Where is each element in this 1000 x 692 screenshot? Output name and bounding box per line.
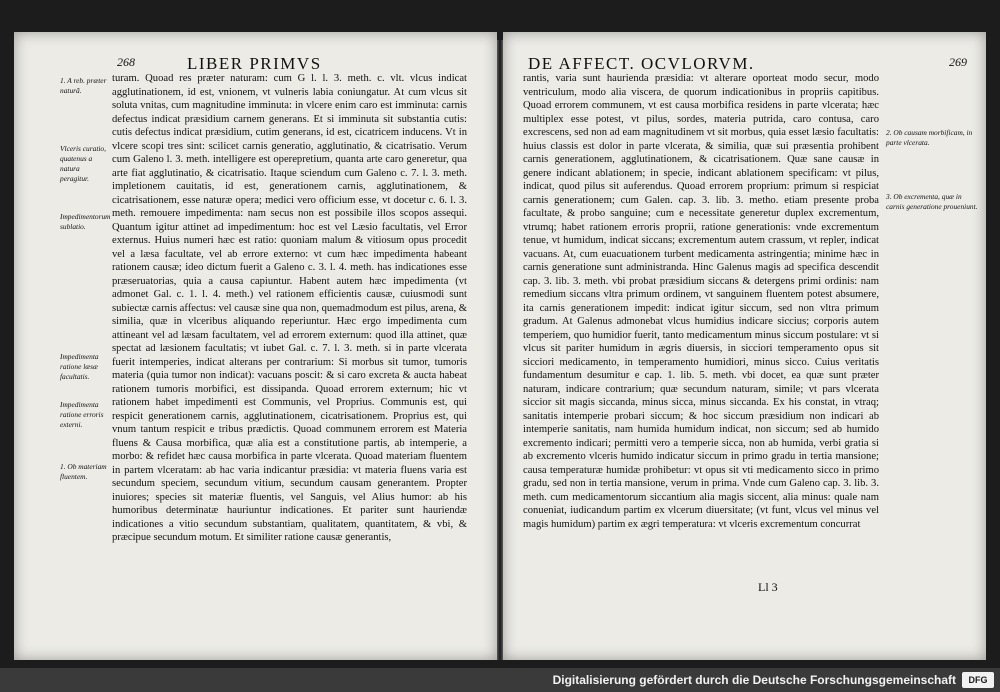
left-margin-note-5: Impedimenta ratione erroris externi. <box>60 400 104 429</box>
right-body-text <box>523 72 879 531</box>
left-margin-note-4: Impedimenta ratione læsæ facultatis. <box>60 352 99 381</box>
left-margin-note-3: Impedimentorum sublatio. <box>60 212 111 231</box>
left-margin-note-1: 1. A reb. præter naturā. <box>60 76 107 95</box>
left-page <box>14 32 497 660</box>
left-body-text <box>112 72 467 545</box>
right-page-number: 269 <box>949 55 967 69</box>
left-running-head: LIBER PRIMVS <box>187 54 322 73</box>
left-page-number: 268 <box>117 55 135 69</box>
signature-mark: Ll 3 <box>758 580 778 594</box>
right-paragraph: rantis, varia sunt haurienda præsidia: vt alterare oporteat modo secur, modo ventriculum, modo alia viscera, de quorum indicationibus in propriis capitibus. Quoad errorem communem, vt est causa morbifica residens in parte vlcerata; hæc multiplex esse potest, vt pilus, sordes, materia putrida, caro contusa, caro excrescens, sed non ad eam magnitudinem vt sit morbus, quia esset læsio facultatis: huius classis est dolor in parte vlcerata, & similia, quæ sui præsentia prohibent carnis generationem, agglutinationem, & cicatrisationem. Quæ sane causæ in genere indicant ablationem; in specie, indicant ablationem specificam: vt pilus, indicat, quod pilus sit auferendus. Quoad errorem proprium: primum si respiciat carnis generationem; cum Galen. cap. 3. lib. 3. metho. etiam presente proba facultate, & probo sanguine; cum e necessitate generetur duplex excrementum, vtrumq; habet rationem erroris proprii, ratione generationis: vnde excrementum tenue, vt humidum, indicat siccans; excrementum autem crassum, vt repler, indicat vacuans. At, cum euacuationem turbent medicamenta astringentia; minime hæc in carnis generatione sunt administranda. Hinc Galenus magis ad specifica descendit cap. 3. lib. 3. meth. vbi probat præsidium siccans & detergens primi ordinis: nam remedium siccans vltra primum ordinem, vt sanguinem fluentem potest absumere, ita carnis generationem impedit: indicat igitur siccum, sed non vltra primum gradum. At Galenus admonebat vlcus humidius indicare siccius; corporis autem temperiem, quo humidior fuerit, tanto medicamentum minus siccum postulare: vt si vlcus sit pariter humidum in ægris diuersis, in sicciori temperamento opus sit sicciori medicamento, in temperamento humidiori, minus sicco. Cuius veritatis fundamentum desumitur e cap. 1. lib. 5. meth. vbi docet, ea quæ sunt præter naturam, indicare contrarium; quæ secundum naturam, simile; vt pars vlcerata siccior sit magis siccanda, minus sicca, minus siccanda. Ex his constat, in vtraq; sanitatis intemperie probari siccum; & hoc siccum præsidium non indicari ab intemperie sanitatis, nam humida humidum indicat, non siccum; sed ab humido excremento indicari; permitti vero a temperie sicca, non ab humida, verbi gratia si ab excremento vlceris humido indicatur siccum in primo gradu in tertia mansione; causa temperaturæ humidæ prohibetur: vt opus sit vti medicamento sicco in primo gradu, sed non in tertia mansione, verum in prima. Vnde cum Galeno cap. 3. lib. 3. meth. cum medicamentorum siccantium alia magis siccent, alia minus: quale nam conueniat, iudicandum partim ex vlcerum diuersitate; (vt funt, vlcus vel minus vel magis humidum) partim ex ægri temperatura: vt vlceris excrementum concurrat <box>523 73 879 530</box>
footer-bar <box>0 668 1000 692</box>
right-margin-note-2: 3. Ob excrementa, quæ in carnis generatione proueniunt. <box>886 192 978 211</box>
left-margin-note-2: Vlceris curatio, quatenus a natura peragitur. <box>60 144 106 183</box>
dfg-logo-icon: DFG <box>962 672 994 688</box>
right-running-head: DE AFFECT. OCVLORVM. <box>528 54 755 73</box>
right-margin-note-1: 2. Ob causam morbificam, in parte vlcerata. <box>886 128 973 147</box>
funding-credit: Digitalisierung gefördert durch die Deutsche Forschungsgemeinschaft <box>552 673 956 687</box>
left-paragraph: turam. Quoad res præter naturam: cum G l. l. 3. meth. c. vlt. vlcus indicat agglutinationem, id est, vnionem, vt vulneris labia coniungatur. At cum vlcus sit soluta vnitas, cum magnitudine imminuta: in vlcere enim caro est imminuta: carnis defectus indicat præsidium carnem generans. Et si imminuta sit substantia cutis: cutis defectus indicat præsidium, cutim generans, id est, cicatricem inducens. Vt in vlcere scopi tres sint: scilicet carnis generatio, agglutinatio, & cicatrisatio. Verum cum Galeno l. 3. meth. intelligere est operepretium, quanta arte caro generetur, qua arte fiat agglutinatio, & cicatrisatio. Itaque sciendum cum Galeno c. 7. l. 3. meth. impletionem cauitatis, id est, generationem carnis, agglutinationem, & cicatrisationem, esse naturæ opera; medici vero officium esse, vt docetur c. 6. l. 3. meth. remouere impedimenta: nam secus non est possibile illos scopos assequi. Quantum igitur attinet ad impedimentum: hoc est vel Læsio facultatis, vel Error externus. Huius numeri hæc est ratio: quoniam malum & vitiosum opus procedit vel a læsa facultate, vel ab errore externo: vt cum hæc impedimenta habeant rationem causæ; ideo dictum fuerit a Galeno c. 3. l. 4. meth. has indicationes esse præseruatorias, quia a causa capiuntur. Habent autem hæc impedimenta (vt admonet Gal. c. 1. l. 4. meth.) vel rationem efficientis causæ, cuiusmodi sunt subiectæ carnis affectus: vel causæ sine qua non, quemadmodum est pilus, arena, & similia, quæ in vlceribus aliquando reperiuntur. Hæc ergo impedimenta cum attineant vel ad læsam facultatem, vel ad errorem externum: quod illa attinet, quæ spectat ad læsionem facultatis; vt iubet Gal. c. 7. l. 3. meth. si in parte vlcerata fuerit intemperies, indicat alterans per contrarium: Si morbus sit tumor, tumoris materia (quia tumor non indicat): vacuans poscit: & si caro excreta & aucta habeat rationem tumoris morbifici, est dissipanda. Quoad errorem externum; hic vt rationem habet impedimenti est Communis, vel Proprius. Communis est, qui respicit generationem carnis, agglutinationem, cicatrisationem. Proprius est, qui vnum tantum respicit e tribus prædictis. Quoad communem errorem est Materia fluens & Causa morbifica, quæ alia est a constitutione partis, ab intemperie, a morbo: & refidet hæc causa morbifica in parte vlcerata. Quoad materiam fluentem in partem vlceratam: ab hac varia indicantur præsidia: vt materia fluens varia est secundum speciem, secundum vitium, secundum causam generantem. Propter inuiores; species sit materiæ fluentis, vel Sanguis, vel Alius humor: ab his humoribus determinatæ hauriuntur indicationes. Et pariter sunt hauriendæ indicationes a vitio secundum substantiam, qualitatem, quantitatem, & vbi, & præcipue secundum motum. Et similiter ratione causæ generantis, <box>112 73 467 543</box>
left-margin-note-6: 1. Ob materiam fluentem. <box>60 462 107 481</box>
right-page <box>503 32 986 660</box>
